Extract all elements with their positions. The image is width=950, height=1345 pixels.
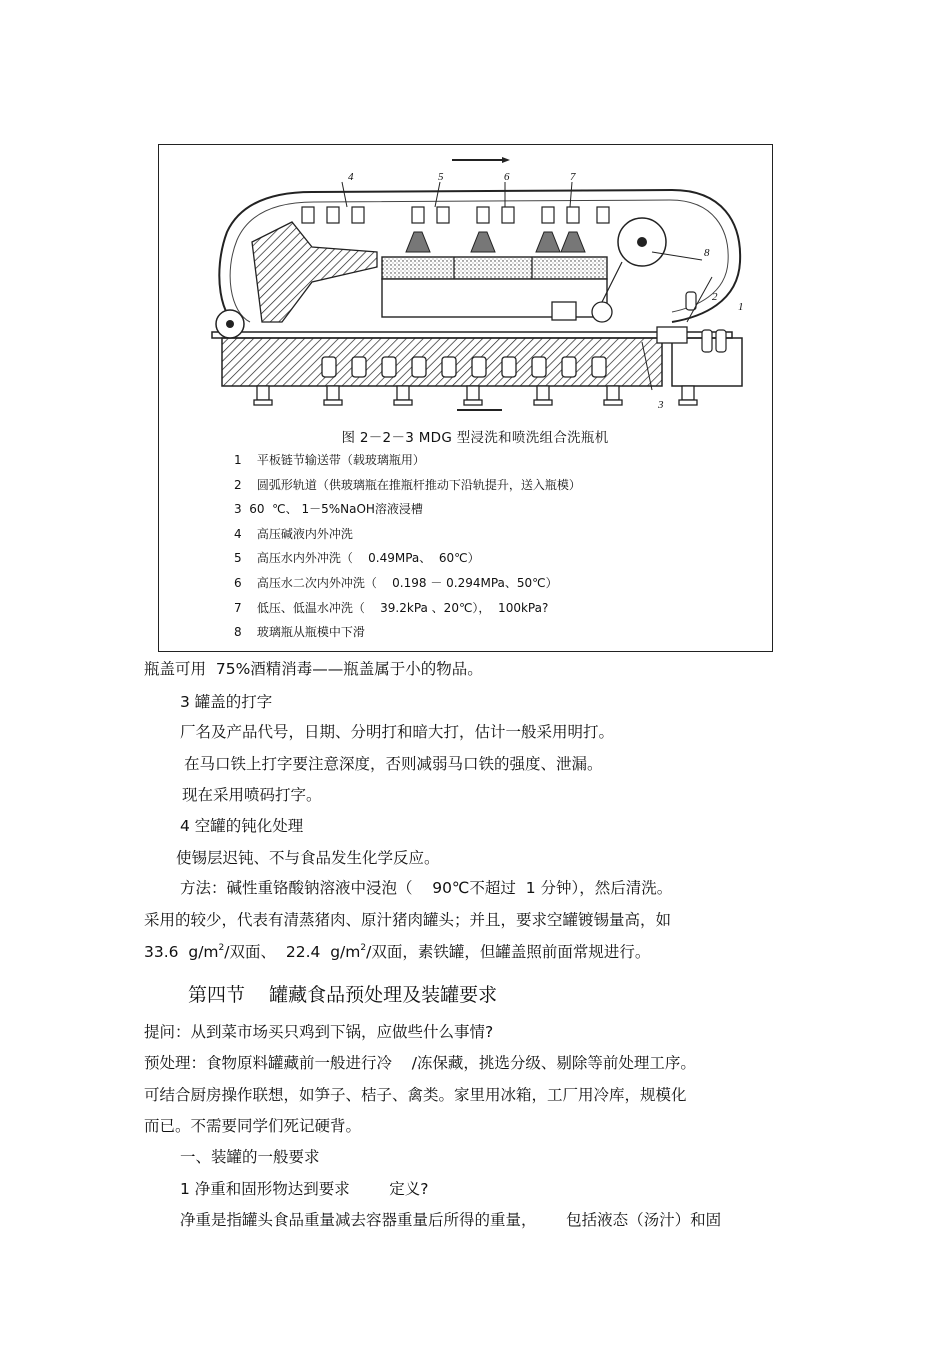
- subheading: 一、装罐的一般要求: [180, 1148, 320, 1166]
- legend-item: 3 60 ℃、 1－5%NaOH溶液浸槽: [234, 502, 423, 517]
- callout-2: 2: [712, 291, 718, 303]
- paragraph: 瓶盖可用 75%酒精消毒——瓶盖属于小的物品。: [144, 660, 483, 678]
- subheading: 4 空罐的钝化处理: [180, 817, 304, 835]
- superscript: 2: [360, 943, 367, 953]
- subheading: 1 净重和固形物达到要求 定义?: [180, 1180, 429, 1198]
- bottle-washer-diagram: [202, 152, 760, 418]
- text-run: 33.6 g/m: [144, 943, 219, 961]
- text-run: /双面、 22.4 g/m: [224, 943, 361, 961]
- paragraph: 现在采用喷码打字。: [182, 786, 322, 804]
- callout-3: 3: [658, 399, 664, 411]
- legend-item: 4 高压碱液内外冲洗: [234, 526, 353, 541]
- legend-item: 6 高压水二次内外冲洗（ 0.198 － 0.294MPa、50℃）: [234, 575, 558, 590]
- paragraph: 方法：碱性重铬酸钠溶液中浸泡（ 90℃不超过 1 分钟），然后清洗。: [180, 879, 673, 897]
- callout-8: 8: [704, 247, 710, 259]
- paragraph: 而已。不需要同学们死记硬背。: [144, 1117, 362, 1135]
- legend-item: 1 平板链节输送带（载玻璃瓶用）: [234, 453, 425, 467]
- legend-item: 7 低压、低温水冲洗（ 39.2kPa 、20℃）， 100kPa?: [234, 600, 549, 615]
- paragraph: 采用的较少，代表有清蒸猪肉、原汁猪肉罐头；并且，要求空罐镀锡量高，如: [144, 911, 672, 929]
- legend-item: 5 高压水内外冲洗（ 0.49MPa、 60℃）: [234, 551, 480, 566]
- paragraph: [144, 942, 650, 962]
- subheading: 3 罐盖的打字: [180, 693, 273, 711]
- callout-1: 1: [738, 301, 744, 313]
- section-title: 第四节 罐藏食品预处理及装罐要求: [188, 984, 498, 1006]
- figure-caption: 图 2－2－3 MDG 型浸洗和喷洗组合洗瓶机: [341, 430, 609, 446]
- callout-4: 4: [348, 171, 354, 183]
- text-run: /双面，素铁罐，但罐盖照前面常规进行。: [366, 943, 651, 961]
- legend-item: 8 玻璃瓶从瓶模中下滑: [234, 625, 365, 640]
- figure-legend: [234, 452, 581, 649]
- paragraph: 净重是指罐头食品重量减去容器重量后所得的重量， 包括液态（汤汁）和固: [180, 1211, 722, 1229]
- callout-5: 5: [438, 171, 444, 183]
- paragraph: 提问：从到菜市场买只鸡到下锅，应做些什么事情?: [144, 1023, 494, 1041]
- paragraph: 可结合厨房操作联想，如笋子、桔子、禽类。家里用冰箱，工厂用冷库，规模化: [144, 1086, 687, 1104]
- paragraph: 在马口铁上打字要注意深度，否则减弱马口铁的强度、泄漏。: [184, 755, 603, 773]
- paragraph: 使锡层迟钝、不与食品发生化学反应。: [176, 849, 440, 867]
- callout-7: 7: [570, 171, 576, 183]
- paragraph: 厂名及产品代号，日期、分明打和暗大打，估计一般采用明打。: [180, 723, 615, 741]
- superscript: 2: [218, 943, 225, 953]
- legend-item: 2 圆弧形轨道（供玻璃瓶在推瓶杆推动下沿轨提升，送入瓶模）: [234, 477, 581, 492]
- paragraph: 预处理：食物原料罐藏前一般进行冷 /冻保藏，挑选分级、剔除等前处理工序。: [144, 1054, 696, 1072]
- callout-6: 6: [504, 171, 510, 183]
